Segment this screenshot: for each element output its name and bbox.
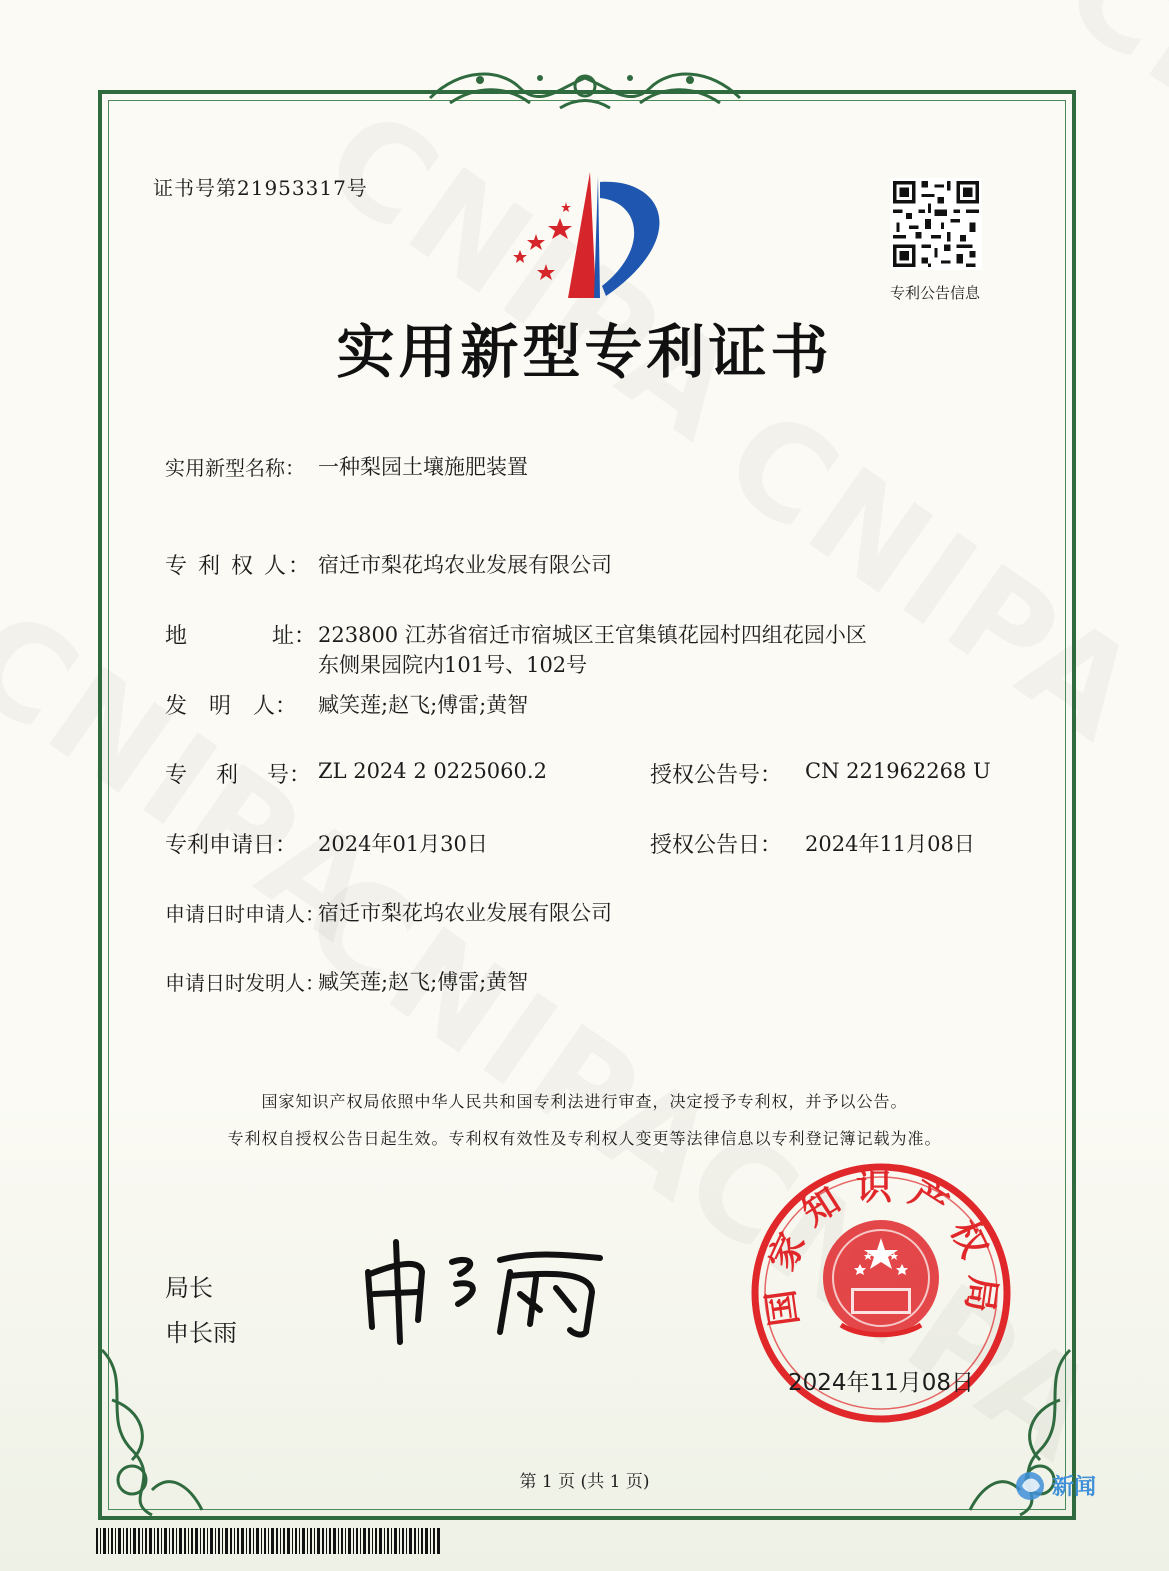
- address-line-2: 东侧果园院内101号、102号: [318, 653, 588, 677]
- utility-model-name-value: 一种梨园土壤施肥装置: [318, 455, 528, 479]
- certificate-title: 实用新型专利证书: [336, 318, 833, 386]
- cnipa-logo-icon: [500, 168, 680, 303]
- inventor-at-filing-value: 臧笑莲;赵飞;傅雷;黄智: [318, 970, 529, 994]
- applicant-at-filing-value: 宿迁市梨花坞农业发展有限公司: [318, 901, 612, 925]
- director-name: 申长雨: [165, 1319, 237, 1347]
- notice-line-2: 专利权自授权公告日起生效。专利权有效性及专利权人变更等法律信息以专利登记簿记载为准。: [227, 1129, 942, 1148]
- filing-date-value: 2024年01月30日: [318, 832, 488, 856]
- top-ornament: [420, 58, 750, 120]
- grant-publication-date-label: 授权公告日：: [650, 833, 783, 858]
- inventor-label: 发 明 人：: [165, 694, 298, 719]
- certificate-number: 证书号第21953317号: [153, 176, 368, 200]
- applicant-at-filing-label: 申请日时申请人：: [165, 902, 325, 926]
- address-label-suffix: 址：: [272, 624, 317, 649]
- svg-text:新闻: 新闻: [1052, 1475, 1097, 1500]
- corner-ornament-left: [92, 1340, 212, 1520]
- inventor-at-filing-label: 申请日时发明人：: [165, 971, 325, 995]
- barcode: [96, 1528, 440, 1554]
- grant-publication-number-value: CN 221962268 U: [805, 759, 991, 783]
- patent-number-value: ZL 2024 2 0225060.2: [318, 759, 547, 783]
- page-number: 第 1 页 (共 1 页): [519, 1472, 650, 1492]
- inventor-value: 臧笑莲;赵飞;傅雷;黄智: [318, 693, 529, 717]
- qr-caption: 专利公告信息: [889, 284, 980, 302]
- notice-line-1: 国家知识产权局依照中华人民共和国专利法进行审查，决定授予专利权，并予以公告。: [261, 1092, 908, 1111]
- svg-text:国家知识产权局: 国家知识产权局: [758, 1167, 1004, 1329]
- filing-date-label: 专利申请日：: [165, 833, 298, 858]
- qr-code: [890, 178, 982, 270]
- patentee-value: 宿迁市梨花坞农业发展有限公司: [318, 553, 612, 577]
- address-line-1: 223800 江苏省宿迁市宿城区王官集镇花园村四组花园小区: [318, 623, 867, 647]
- grant-publication-number-label: 授权公告号：: [650, 763, 783, 788]
- director-title: 局长: [165, 1274, 213, 1302]
- utility-model-name-label: 实用新型名称：: [165, 456, 305, 480]
- address-label: 地: [165, 624, 188, 649]
- grant-publication-date-value: 2024年11月08日: [805, 832, 975, 856]
- patent-number-label: 专 利 号：: [165, 763, 311, 788]
- news-brand-logo: [1012, 1466, 1134, 1506]
- patentee-label: 专 利 权 人：: [165, 554, 312, 579]
- seal-date: 2024年11月08日: [787, 1370, 975, 1396]
- director-signature: [360, 1232, 610, 1347]
